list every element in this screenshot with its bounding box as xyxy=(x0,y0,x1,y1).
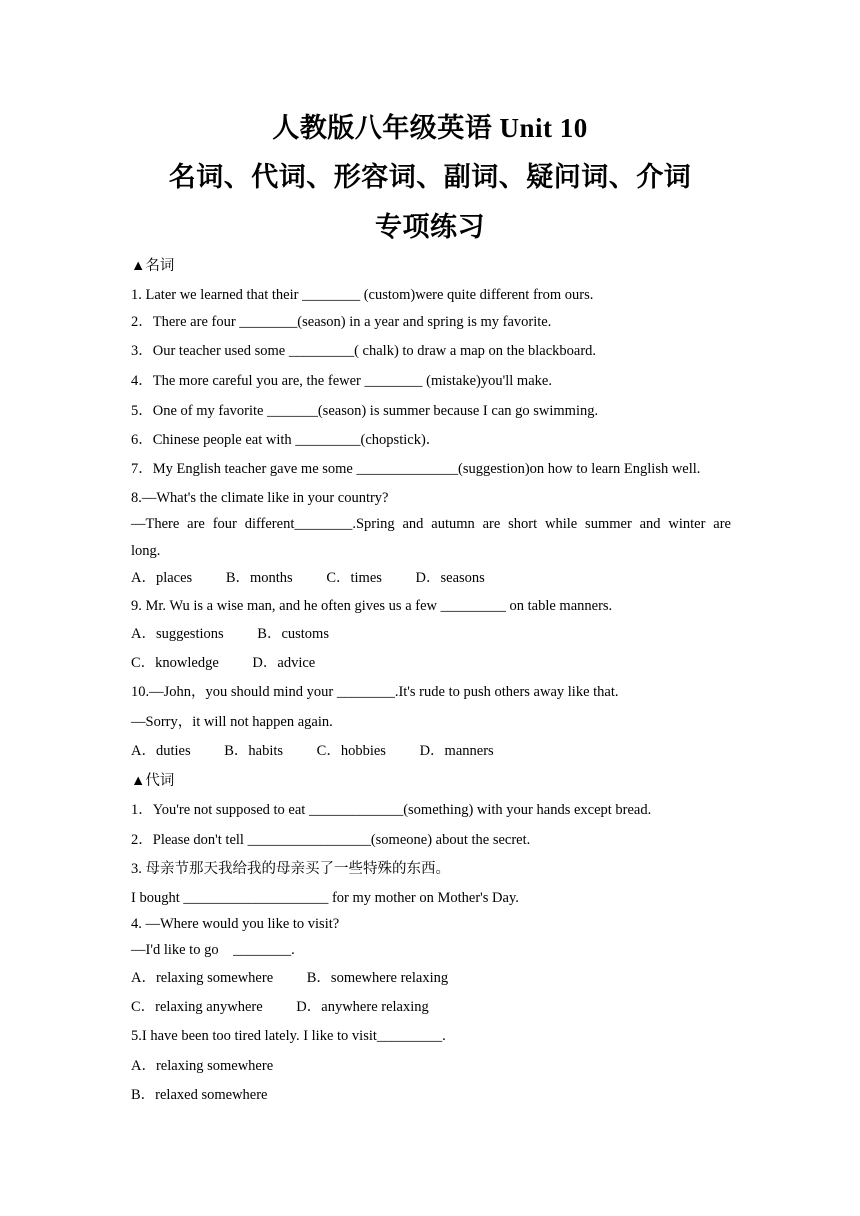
noun-question-2: 2．There are four ________(season) in a year and spring is my favorite. xyxy=(131,314,552,330)
option-a: A．places xyxy=(131,570,193,586)
pronoun-question-2: 2．Please don't tell _________________(someone) about the secret. xyxy=(131,832,531,848)
noun-question-10-reply: —Sorry，it will not happen again. xyxy=(131,714,333,730)
pronoun-question-5-option-a: A．relaxing somewhere xyxy=(131,1058,274,1074)
title-line-1: 人教版八年级英语 Unit 10 xyxy=(272,113,588,143)
noun-question-5: 5．One of my favorite _______(season) is summer because I can go swimming. xyxy=(131,403,599,419)
pronoun-question-5: 5.I have been too tired lately. I like to visit_________. xyxy=(131,1028,446,1044)
pronoun-question-3: 3. 母亲节那天我给我的母亲买了一些特殊的东西。 xyxy=(131,861,450,877)
noun-question-4: 4．The more careful you are, the fewer ________ (mistake)you'll make. xyxy=(131,373,552,389)
option-c: C．times xyxy=(326,570,382,586)
noun-question-7: 7．My English teacher gave me some ______________(suggestion)on how to learn English well. xyxy=(131,461,701,477)
option-b: B．customs xyxy=(257,626,329,642)
pronoun-question-5-option-b: B．relaxed somewhere xyxy=(131,1087,268,1103)
noun-question-8: 8.—What's the climate like in your country? xyxy=(131,490,389,506)
pronoun-question-3-english: I bought ____________________ for my mother on Mother's Day. xyxy=(131,890,519,906)
pronoun-question-4-options-row1 xyxy=(131,969,731,987)
option-d: D．manners xyxy=(419,743,494,759)
pronoun-question-4-reply: —I'd like to go ________. xyxy=(131,942,295,958)
option-b: B．habits xyxy=(224,743,284,759)
title-line-2: 名词、代词、形容词、副词、疑问词、介词 xyxy=(168,162,692,192)
noun-question-8-options xyxy=(131,569,731,587)
option-b: B．somewhere relaxing xyxy=(306,970,449,986)
noun-question-8-reply: —There are four different________.Spring and autumn are short while summer and winter are xyxy=(131,516,731,532)
section-heading-pronouns: ▲代词 xyxy=(131,773,175,789)
pronoun-question-4-options-row2 xyxy=(131,998,731,1016)
noun-question-3: 3．Our teacher used some _________( chalk) to draw a map on the blackboard. xyxy=(131,343,597,359)
option-a: A．duties xyxy=(131,743,191,759)
option-a: A．suggestions xyxy=(131,626,224,642)
option-c: C．knowledge xyxy=(131,655,219,671)
pronoun-question-1: 1．You're not supposed to eat _____________(something) with your hands except bread. xyxy=(131,802,652,818)
option-d: D．anywhere relaxing xyxy=(296,999,429,1015)
pronoun-question-4: 4. —Where would you like to visit? xyxy=(131,916,340,932)
option-c: C．relaxing anywhere xyxy=(131,999,263,1015)
noun-question-10: 10.—John，you should mind your ________.It's rude to push others away like that. xyxy=(131,684,619,700)
noun-question-10-options xyxy=(131,742,731,760)
noun-question-8-reply-cont: long. xyxy=(131,543,161,559)
option-c: C．hobbies xyxy=(316,743,386,759)
option-a: A．relaxing somewhere xyxy=(131,970,274,986)
noun-question-9-options-row1 xyxy=(131,625,731,643)
option-b: B．months xyxy=(225,570,293,586)
option-d: D．advice xyxy=(252,655,316,671)
option-d: D．seasons xyxy=(415,570,485,586)
noun-question-6: 6．Chinese people eat with _________(chopstick)． xyxy=(131,432,441,448)
noun-question-9: 9. Mr. Wu is a wise man, and he often gives us a few _________ on table manners. xyxy=(131,598,613,614)
noun-question-1: 1. Later we learned that their ________ (custom)were quite different from ours. xyxy=(131,287,594,303)
title-line-3: 专项练习 xyxy=(375,212,485,242)
section-heading-nouns: ▲名词 xyxy=(131,258,175,274)
noun-question-9-options-row2 xyxy=(131,654,731,672)
